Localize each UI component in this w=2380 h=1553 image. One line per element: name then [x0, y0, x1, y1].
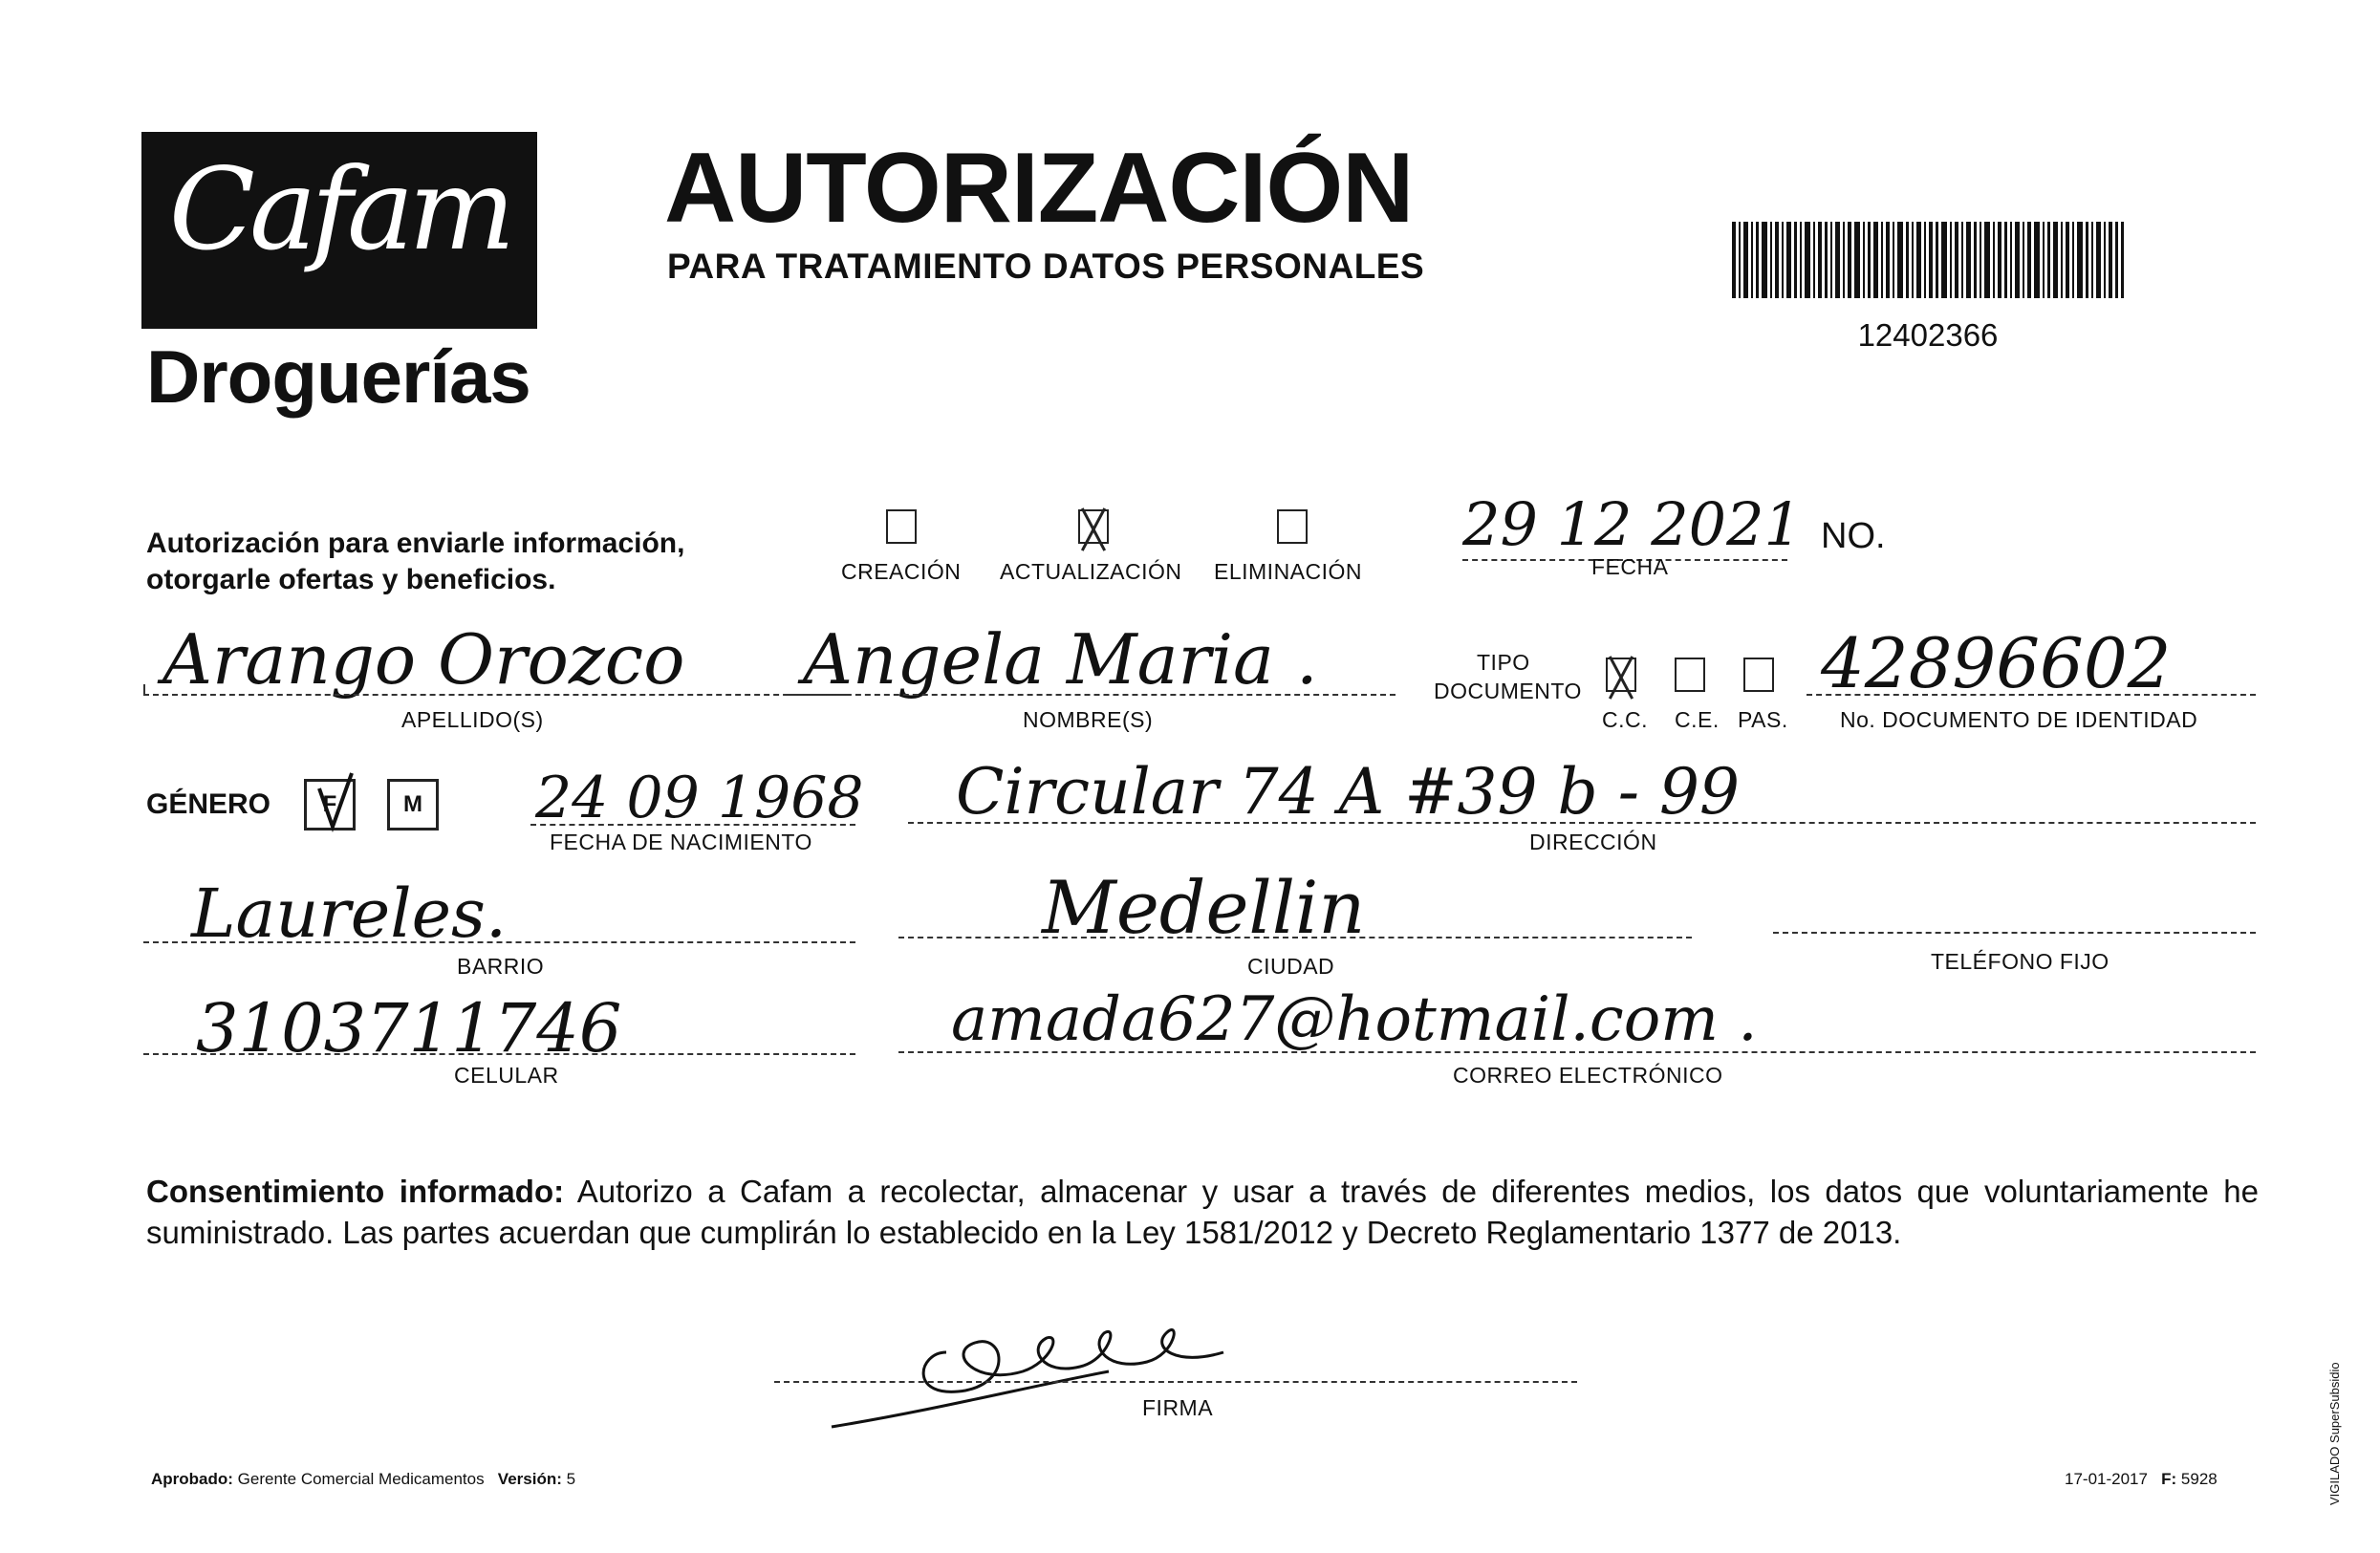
- birth-date-line: [530, 824, 855, 826]
- date-label: FECHA: [1591, 554, 1669, 579]
- line-tick: [143, 684, 145, 696]
- birth-date-label-text: FECHA DE NACIMIENTO: [550, 830, 812, 854]
- nombres-value: Angela Maria .: [803, 619, 1318, 700]
- eliminacion-label: ELIMINACIÓN: [1214, 559, 1363, 584]
- apellidos-label: APELLIDO(S): [401, 707, 544, 732]
- direccion-label: DIRECCIÓN: [1529, 830, 1657, 854]
- signature-label: FIRMA: [1142, 1395, 1214, 1420]
- eliminacion-checkbox[interactable]: [1277, 509, 1308, 544]
- actualizacion-checkbox[interactable]: [1078, 509, 1109, 544]
- signature-line: [774, 1381, 1577, 1383]
- doc-number-label: No. DOCUMENTO DE IDENTIDAD: [1840, 707, 2198, 732]
- apellidos-value: Arango Orozco: [162, 619, 685, 700]
- version-label: Versión:: [497, 1470, 562, 1488]
- direccion-value: Circular 74 A #39 b - 99: [956, 755, 1740, 829]
- ce-checkbox[interactable]: [1675, 658, 1705, 692]
- ciudad-line: [898, 937, 1692, 938]
- logo-subtitle: Droguerías: [146, 334, 530, 419]
- birth-date-value: 24 09 1968: [535, 765, 864, 831]
- ciudad-label: CIUDAD: [1247, 954, 1335, 979]
- authorization-intro-line2: otorgarle ofertas y beneficios.: [146, 564, 556, 595]
- apellidos-line: [143, 694, 846, 696]
- barcode-number: 12402366: [1857, 317, 1999, 353]
- ciudad-value: Medellin: [1042, 865, 1366, 950]
- consent-paragraph: [146, 1171, 2259, 1253]
- no-label: NO.: [1821, 516, 1886, 556]
- aprobado-label: Aprobado:: [151, 1470, 233, 1488]
- footer-code: [2065, 1470, 2218, 1489]
- genero-f-label: F: [322, 791, 337, 817]
- nombres-label: NOMBRE(S): [1023, 707, 1154, 732]
- doc-number-line: [1807, 694, 2256, 696]
- version-value: 5: [566, 1470, 576, 1488]
- cc-label: C.C.: [1602, 707, 1648, 732]
- celular-value: 3103711746: [196, 989, 622, 1068]
- tipo-label-1: TIPO: [1477, 650, 1530, 675]
- direccion-line: [908, 822, 2256, 824]
- barrio-label: BARRIO: [457, 954, 545, 979]
- footer-approval: [151, 1470, 575, 1489]
- form-value: 5928: [2180, 1470, 2218, 1488]
- form-label: F:: [2161, 1470, 2177, 1488]
- nombres-line: [789, 694, 1396, 696]
- telefono-label: TELÉFONO FIJO: [1931, 949, 2110, 974]
- consent-heading: Consentimiento informado:: [146, 1174, 565, 1209]
- vigilado-mark: VIGILADO SuperSubsidio: [2327, 1362, 2342, 1505]
- pas-label: PAS.: [1738, 707, 1788, 732]
- date-value: 29 12 2021: [1462, 489, 1802, 559]
- aprobado-value: Gerente Comercial Medicamentos: [237, 1470, 485, 1488]
- telefono-line: [1773, 932, 2256, 934]
- genero-label: GÉNERO: [146, 788, 271, 820]
- celular-label: CELULAR: [454, 1063, 559, 1088]
- footer-date-code: 17-01-2017: [2065, 1470, 2148, 1488]
- correo-value: amada627@hotmail.com .: [951, 984, 1758, 1055]
- correo-line: [898, 1051, 2256, 1053]
- genero-m-label: M: [403, 791, 422, 817]
- celular-line: [143, 1053, 855, 1055]
- doc-number-value: 42896602: [1821, 623, 2172, 703]
- barrio-line: [143, 941, 855, 943]
- actualizacion-label: ACTUALIZACIÓN: [1000, 559, 1182, 584]
- correo-label: CORREO ELECTRÓNICO: [1453, 1063, 1723, 1088]
- cc-checkbox[interactable]: [1606, 658, 1636, 692]
- creacion-label: CREACIÓN: [841, 559, 962, 584]
- signature-icon: [822, 1295, 1415, 1438]
- consent-text: Autorizo a Cafam a recolectar, almacenar y usar a través de diferentes medios, los datos que voluntariamente he suministrado. Las partes acuerdan que cumplirán lo establecido en la Ley 1581/2012 y Decreto Reglamentario 1377 de 2013.: [146, 1174, 2259, 1250]
- barcode-icon: [1732, 222, 2124, 298]
- tipo-label-2: DOCUMENTO: [1434, 679, 1582, 703]
- check-mark-icon: [304, 769, 361, 836]
- form-title: AUTORIZACIÓN: [664, 133, 1414, 244]
- ce-label: C.E.: [1675, 707, 1720, 732]
- genero-m-checkbox[interactable]: [387, 779, 439, 830]
- form-subtitle: PARA TRATAMIENTO DATOS PERSONALES: [667, 247, 1425, 286]
- creacion-checkbox[interactable]: [886, 509, 917, 544]
- pas-checkbox[interactable]: [1743, 658, 1774, 692]
- barrio-value: Laureles.: [191, 874, 508, 953]
- cafam-logo: Cafam: [168, 143, 510, 275]
- authorization-intro-line1: Autorización para enviarle información,: [146, 528, 685, 559]
